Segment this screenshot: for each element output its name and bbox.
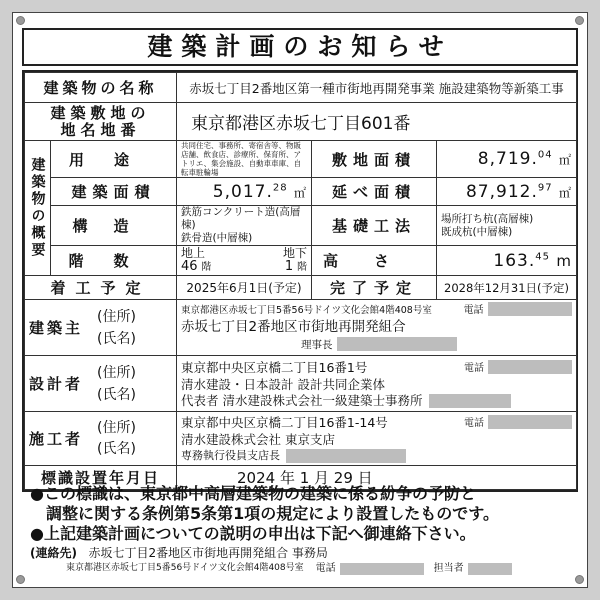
corner-bolt-icon (16, 16, 25, 25)
height-dec: 45 (535, 250, 550, 262)
site-label-line2: 地名地番 (60, 120, 141, 139)
site-label-line1: 建築敷地の (50, 103, 151, 122)
row-building-name (25, 73, 577, 103)
contractor-name: 清水建設株式会社 東京支店 (181, 431, 335, 447)
floors-below: 1 (284, 259, 294, 274)
building-area-label: 建築面積 (51, 178, 177, 206)
height-int: 163. (493, 250, 536, 271)
floor-area-int: 87,912. (465, 181, 538, 202)
row-designer (25, 356, 577, 412)
owner-sub-name: (氏名) (97, 330, 136, 347)
building-name-value: 赤坂七丁目2番地区第一種市街地再開発事業 施設建築物等新築工事 (177, 73, 577, 103)
floors-value (177, 246, 312, 276)
start-value: 2025年6月1日(予定) (177, 276, 312, 300)
sign-date-label: 標識設置年月日 (25, 466, 177, 490)
owner-label-cell (25, 300, 177, 356)
designer-sub-name: (氏名) (97, 386, 136, 403)
site-area-unit: ㎡ (559, 153, 573, 167)
row-use-site-area (25, 141, 577, 178)
owner-value (177, 300, 577, 356)
owner-sub-address: (住所) (97, 308, 136, 325)
contractor-label-cell (25, 412, 177, 466)
contact-info (30, 546, 575, 576)
designer-sub-address: (住所) (97, 364, 136, 381)
contact-phone-label: 電話 (315, 563, 336, 574)
owner-name: 赤坂七丁目2番地区市街地再開発組合 (181, 319, 406, 335)
floors-above: 46 (181, 259, 198, 274)
notice-line3: ●上記建築計画についての説明の申出は下記へ御連絡下さい。 (30, 524, 476, 543)
row-building-floor-area (25, 178, 577, 206)
contractor-label: 施工者 (29, 430, 84, 448)
building-area-unit: ㎡ (294, 185, 308, 200)
owner-address: 東京都港区赤坂七丁目5番56号ドイツ文化会館4階408号室 (181, 304, 432, 316)
building-area-dec: 28 (272, 181, 288, 193)
designer-name: 清水建設・日本設計 設計共同企業体 (181, 376, 385, 392)
floor-area-dec: 97 (537, 181, 553, 193)
row-contractor (25, 412, 577, 466)
owner-label: 建築主 (29, 319, 84, 337)
structure-line2: 鉄骨造(中層棟) (181, 232, 253, 244)
owner-phone-label: 電話 (463, 305, 484, 316)
structure-line1: 鉄筋コンクリート造(高層棟) (181, 206, 301, 231)
start-label: 着工予定 (25, 276, 177, 300)
building-area-int: 5,017. (212, 181, 273, 202)
contractor-value (177, 412, 577, 466)
floors-label: 階数 (51, 246, 177, 276)
site-area-value (437, 141, 577, 178)
use-label (51, 141, 177, 178)
row-floors-height (25, 246, 577, 276)
contact-person-label: 担当者 (433, 563, 464, 574)
site-area-dec: 04 (537, 149, 553, 161)
owner-phone-redacted (488, 302, 572, 316)
contractor-sub-address: (住所) (97, 419, 136, 436)
contractor-phone-label: 電話 (464, 417, 485, 429)
contact-label: (連絡先) (30, 546, 77, 560)
floor-area-value (437, 178, 577, 206)
floor-area-unit: ㎡ (559, 185, 573, 200)
notice-line2: 調整に関する条例第5条第1項の規定により設置したものです。 (46, 504, 499, 523)
owner-name-redacted (337, 337, 457, 351)
corner-bolt-icon (575, 575, 584, 584)
row-schedule (25, 276, 577, 300)
contractor-role: 専務執行役員支店長 (181, 448, 281, 462)
foundation-line2: 既成杭(中層棟) (441, 225, 513, 238)
corner-bolt-icon (575, 16, 584, 25)
height-unit: m (556, 251, 573, 270)
floor-area-label: 延べ面積 (312, 178, 437, 206)
overview-label: 建築物の概要 (25, 141, 51, 276)
floors-below-unit: 階 (297, 262, 308, 273)
contractor-address: 東京都中央区京橋二丁目16番1-14号 (181, 414, 388, 430)
sign-date-value: 2024 年 1 月 29 日 (177, 466, 577, 490)
designer-phone-redacted (488, 360, 572, 374)
contact-org: 赤坂七丁目2番地区市街地再開発組合 事務局 (88, 546, 328, 560)
contact-address: 東京都港区赤坂七丁目5番56号ドイツ文化会館4階408号室 (66, 563, 304, 573)
floors-below-label: 地下 (283, 246, 308, 260)
foundation-line1: 場所打ち杭(高層棟) (441, 212, 534, 225)
designer-representative: 代表者 清水建設株式会社一級建築士事務所 (181, 392, 423, 408)
site-area-int: 8,719. (477, 149, 538, 169)
designer-label-cell (25, 356, 177, 412)
floors-above-label: 地上 (181, 246, 206, 260)
building-area-value (177, 178, 312, 206)
use-value: 共同住宅、事務所、寄宿舎等、物販店舗、飲食店、診療所、保育所、アトリエ、集会施設、自動車車庫、自転車駐輪場 (177, 141, 312, 178)
info-table (22, 70, 578, 492)
notice-line1: ●この標識は、東京都中高層建築物の建築に係る紛争の予防と (30, 484, 476, 503)
designer-rep-redacted (429, 394, 511, 408)
completion-label: 完了予定 (312, 276, 437, 300)
owner-role: 理事長 (301, 339, 333, 351)
notice-text (30, 484, 575, 544)
page-title: 建築計画のお知らせ (22, 28, 578, 66)
contractor-phone-redacted (488, 415, 572, 429)
row-owner (25, 300, 577, 356)
height-value (437, 246, 577, 276)
designer-label: 設計者 (29, 375, 84, 393)
designer-phone-label: 電話 (464, 362, 485, 374)
contact-phone-redacted (340, 563, 424, 575)
corner-bolt-icon (16, 575, 25, 584)
contractor-role-redacted (286, 449, 406, 463)
row-structure-foundation (25, 206, 577, 246)
use-label-text: 用途 (69, 150, 160, 169)
floors-above-unit: 階 (201, 262, 212, 273)
contact-person-redacted (468, 563, 512, 575)
completion-value: 2028年12月31日(予定) (437, 276, 577, 300)
site-label (25, 103, 177, 141)
foundation-value (437, 206, 577, 246)
building-name-label: 建築物の名称 (25, 73, 177, 103)
site-value: 東京都港区赤坂七丁目601番 (177, 103, 577, 141)
designer-address: 東京都中央区京橋二丁目16番1号 (181, 359, 368, 375)
foundation-label: 基礎工法 (312, 206, 437, 246)
row-site (25, 103, 577, 141)
structure-value (177, 206, 312, 246)
designer-value (177, 356, 577, 412)
height-label: 高さ (312, 246, 437, 276)
site-area-label: 敷地面積 (312, 141, 437, 178)
contractor-sub-name: (氏名) (97, 440, 136, 457)
structure-label: 構造 (51, 206, 177, 246)
